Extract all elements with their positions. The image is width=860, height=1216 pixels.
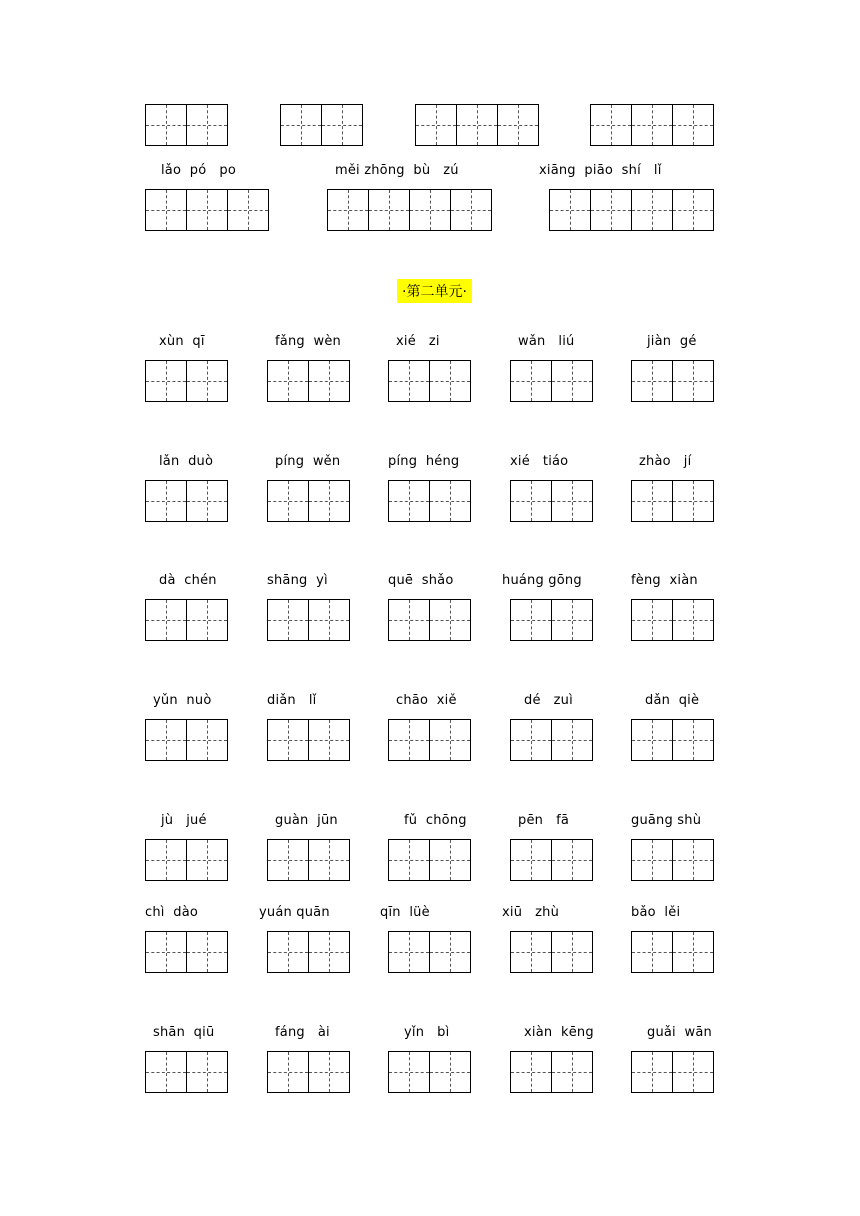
pinyin-label: wǎn liú xyxy=(518,334,575,349)
tian-zi-cell[interactable] xyxy=(308,931,350,973)
tian-zi-cell[interactable] xyxy=(415,104,457,146)
tian-zi-cell[interactable] xyxy=(497,104,539,146)
character-boxes xyxy=(510,480,593,522)
tian-zi-cell[interactable] xyxy=(186,719,228,761)
pinyin-label: xié zi xyxy=(396,334,440,349)
character-boxes xyxy=(388,480,471,522)
tian-zi-cell[interactable] xyxy=(672,360,714,402)
character-boxes xyxy=(267,599,350,641)
pinyin-label: píng wěn xyxy=(275,454,341,469)
tian-zi-cell[interactable] xyxy=(450,189,492,231)
tian-zi-cell[interactable] xyxy=(551,1051,593,1093)
tian-zi-cell[interactable] xyxy=(267,931,309,973)
tian-zi-cell[interactable] xyxy=(327,189,369,231)
pinyin-label: xiàn kēng xyxy=(524,1025,594,1040)
tian-zi-cell[interactable] xyxy=(308,360,350,402)
tian-zi-cell[interactable] xyxy=(388,931,430,973)
pinyin-label: yǔn nuò xyxy=(153,693,212,708)
tian-zi-cell[interactable] xyxy=(267,1051,309,1093)
pinyin-label: xié tiáo xyxy=(510,454,569,469)
pinyin-label: yǐn bì xyxy=(404,1025,450,1040)
character-boxes xyxy=(631,719,714,761)
pinyin-label: pēn fā xyxy=(518,813,570,828)
character-boxes xyxy=(415,104,539,146)
tian-zi-cell[interactable] xyxy=(631,719,673,761)
tian-zi-cell[interactable] xyxy=(510,719,552,761)
character-boxes xyxy=(267,931,350,973)
character-boxes xyxy=(510,839,593,881)
tian-zi-cell[interactable] xyxy=(145,839,187,881)
pinyin-label: fǎng wèn xyxy=(275,334,341,349)
tian-zi-cell[interactable] xyxy=(429,360,471,402)
tian-zi-cell[interactable] xyxy=(672,931,714,973)
tian-zi-cell[interactable] xyxy=(267,599,309,641)
pinyin-label: yuán quān xyxy=(259,905,330,920)
pinyin-label: fèng xiàn xyxy=(631,573,698,588)
tian-zi-cell[interactable] xyxy=(308,839,350,881)
character-boxes xyxy=(510,360,593,402)
pinyin-label: zhào jí xyxy=(639,454,692,469)
pinyin-label: dǎn qiè xyxy=(645,693,700,708)
character-boxes xyxy=(631,839,714,881)
character-boxes xyxy=(267,719,350,761)
tian-zi-cell[interactable] xyxy=(590,104,632,146)
character-boxes xyxy=(510,1051,593,1093)
tian-zi-cell[interactable] xyxy=(672,719,714,761)
tian-zi-cell[interactable] xyxy=(227,189,269,231)
tian-zi-cell[interactable] xyxy=(631,360,673,402)
tian-zi-cell[interactable] xyxy=(429,839,471,881)
character-boxes xyxy=(510,719,593,761)
pinyin-label: fáng ài xyxy=(275,1025,330,1040)
tian-zi-cell[interactable] xyxy=(321,104,363,146)
tian-zi-cell[interactable] xyxy=(510,360,552,402)
character-boxes xyxy=(145,1051,228,1093)
pinyin-label: chāo xiě xyxy=(396,693,457,708)
tian-zi-cell[interactable] xyxy=(631,839,673,881)
tian-zi-cell[interactable] xyxy=(551,839,593,881)
character-boxes xyxy=(267,1051,350,1093)
character-boxes xyxy=(145,839,228,881)
character-boxes xyxy=(510,931,593,973)
tian-zi-cell[interactable] xyxy=(145,480,187,522)
tian-zi-cell[interactable] xyxy=(145,719,187,761)
pinyin-label: xùn qī xyxy=(159,334,205,349)
pinyin-label: chì dào xyxy=(145,905,199,920)
tian-zi-cell[interactable] xyxy=(510,839,552,881)
character-boxes xyxy=(590,104,714,146)
pinyin-label: shān qiū xyxy=(153,1025,215,1040)
tian-zi-cell[interactable] xyxy=(551,480,593,522)
character-boxes xyxy=(145,719,228,761)
tian-zi-cell[interactable] xyxy=(456,104,498,146)
character-boxes xyxy=(388,1051,471,1093)
pinyin-label: guāng shù xyxy=(631,813,702,828)
tian-zi-cell[interactable] xyxy=(186,480,228,522)
tian-zi-cell[interactable] xyxy=(672,480,714,522)
character-boxes xyxy=(388,839,471,881)
pinyin-label: jù jué xyxy=(161,813,207,828)
character-boxes xyxy=(145,189,269,231)
tian-zi-cell[interactable] xyxy=(429,931,471,973)
tian-zi-cell[interactable] xyxy=(388,360,430,402)
tian-zi-cell[interactable] xyxy=(186,189,228,231)
pinyin-label: lǎn duò xyxy=(159,454,214,469)
character-boxes xyxy=(388,360,471,402)
tian-zi-cell[interactable] xyxy=(368,189,410,231)
tian-zi-cell[interactable] xyxy=(308,1051,350,1093)
tian-zi-cell[interactable] xyxy=(429,719,471,761)
tian-zi-cell[interactable] xyxy=(308,480,350,522)
character-boxes xyxy=(145,931,228,973)
tian-zi-cell[interactable] xyxy=(631,104,673,146)
tian-zi-cell[interactable] xyxy=(267,480,309,522)
tian-zi-cell[interactable] xyxy=(631,599,673,641)
tian-zi-cell[interactable] xyxy=(672,104,714,146)
tian-zi-cell[interactable] xyxy=(280,104,322,146)
pinyin-label: dà chén xyxy=(159,573,217,588)
pinyin-label: shāng yì xyxy=(267,573,328,588)
character-boxes xyxy=(510,599,593,641)
pinyin-label: qīn lüè xyxy=(380,905,430,920)
tian-zi-cell[interactable] xyxy=(145,1051,187,1093)
character-boxes xyxy=(267,480,350,522)
tian-zi-cell[interactable] xyxy=(429,1051,471,1093)
tian-zi-cell[interactable] xyxy=(145,104,187,146)
tian-zi-cell[interactable] xyxy=(186,104,228,146)
tian-zi-cell[interactable] xyxy=(510,480,552,522)
pinyin-label: dé zuì xyxy=(524,693,573,708)
tian-zi-cell[interactable] xyxy=(672,1051,714,1093)
pinyin-label: xiāng piāo shí lǐ xyxy=(539,163,662,178)
unit-title: ·第二单元· xyxy=(397,279,472,303)
tian-zi-cell[interactable] xyxy=(631,480,673,522)
tian-zi-cell[interactable] xyxy=(186,360,228,402)
tian-zi-cell[interactable] xyxy=(551,719,593,761)
pinyin-label: xiū zhù xyxy=(502,905,560,920)
tian-zi-cell[interactable] xyxy=(267,719,309,761)
tian-zi-cell[interactable] xyxy=(631,189,673,231)
pinyin-label: lǎo pó po xyxy=(161,163,237,178)
character-boxes xyxy=(388,719,471,761)
character-boxes xyxy=(145,480,228,522)
tian-zi-cell[interactable] xyxy=(409,189,451,231)
pinyin-label: guǎi wān xyxy=(647,1025,712,1040)
character-boxes xyxy=(145,104,228,146)
tian-zi-cell[interactable] xyxy=(388,1051,430,1093)
character-boxes xyxy=(388,599,471,641)
pinyin-label: fǔ chōng xyxy=(404,813,467,828)
tian-zi-cell[interactable] xyxy=(429,599,471,641)
tian-zi-cell[interactable] xyxy=(510,1051,552,1093)
pinyin-label: diǎn lǐ xyxy=(267,693,317,708)
tian-zi-cell[interactable] xyxy=(388,599,430,641)
tian-zi-cell[interactable] xyxy=(388,719,430,761)
tian-zi-cell[interactable] xyxy=(429,480,471,522)
tian-zi-cell[interactable] xyxy=(551,599,593,641)
tian-zi-cell[interactable] xyxy=(590,189,632,231)
tian-zi-cell[interactable] xyxy=(186,1051,228,1093)
character-boxes xyxy=(631,931,714,973)
character-boxes xyxy=(267,839,350,881)
pinyin-label: jiàn gé xyxy=(647,334,697,349)
tian-zi-cell[interactable] xyxy=(145,360,187,402)
pinyin-label: bǎo lěi xyxy=(631,905,681,920)
tian-zi-cell[interactable] xyxy=(388,480,430,522)
tian-zi-cell[interactable] xyxy=(267,360,309,402)
character-boxes xyxy=(388,931,471,973)
character-boxes xyxy=(631,360,714,402)
tian-zi-cell[interactable] xyxy=(308,719,350,761)
pinyin-label: quē shǎo xyxy=(388,573,454,588)
character-boxes xyxy=(145,360,228,402)
tian-zi-cell[interactable] xyxy=(672,839,714,881)
tian-zi-cell[interactable] xyxy=(631,931,673,973)
character-boxes xyxy=(549,189,714,231)
tian-zi-cell[interactable] xyxy=(672,189,714,231)
tian-zi-cell[interactable] xyxy=(145,189,187,231)
character-boxes xyxy=(631,599,714,641)
tian-zi-cell[interactable] xyxy=(186,599,228,641)
tian-zi-cell[interactable] xyxy=(551,931,593,973)
pinyin-label: guàn jūn xyxy=(275,813,338,828)
tian-zi-cell[interactable] xyxy=(186,839,228,881)
tian-zi-cell[interactable] xyxy=(186,931,228,973)
tian-zi-cell[interactable] xyxy=(308,599,350,641)
character-boxes xyxy=(145,599,228,641)
tian-zi-cell[interactable] xyxy=(145,931,187,973)
tian-zi-cell[interactable] xyxy=(388,839,430,881)
tian-zi-cell[interactable] xyxy=(672,599,714,641)
character-boxes xyxy=(267,360,350,402)
tian-zi-cell[interactable] xyxy=(267,839,309,881)
character-boxes xyxy=(327,189,492,231)
pinyin-label: huáng gōng xyxy=(502,573,582,588)
character-boxes xyxy=(631,1051,714,1093)
tian-zi-cell[interactable] xyxy=(145,599,187,641)
tian-zi-cell[interactable] xyxy=(549,189,591,231)
pinyin-label: měi zhōng bù zú xyxy=(335,163,459,178)
tian-zi-cell[interactable] xyxy=(510,599,552,641)
tian-zi-cell[interactable] xyxy=(510,931,552,973)
pinyin-label: píng héng xyxy=(388,454,460,469)
tian-zi-cell[interactable] xyxy=(631,1051,673,1093)
character-boxes xyxy=(280,104,363,146)
character-boxes xyxy=(631,480,714,522)
tian-zi-cell[interactable] xyxy=(551,360,593,402)
